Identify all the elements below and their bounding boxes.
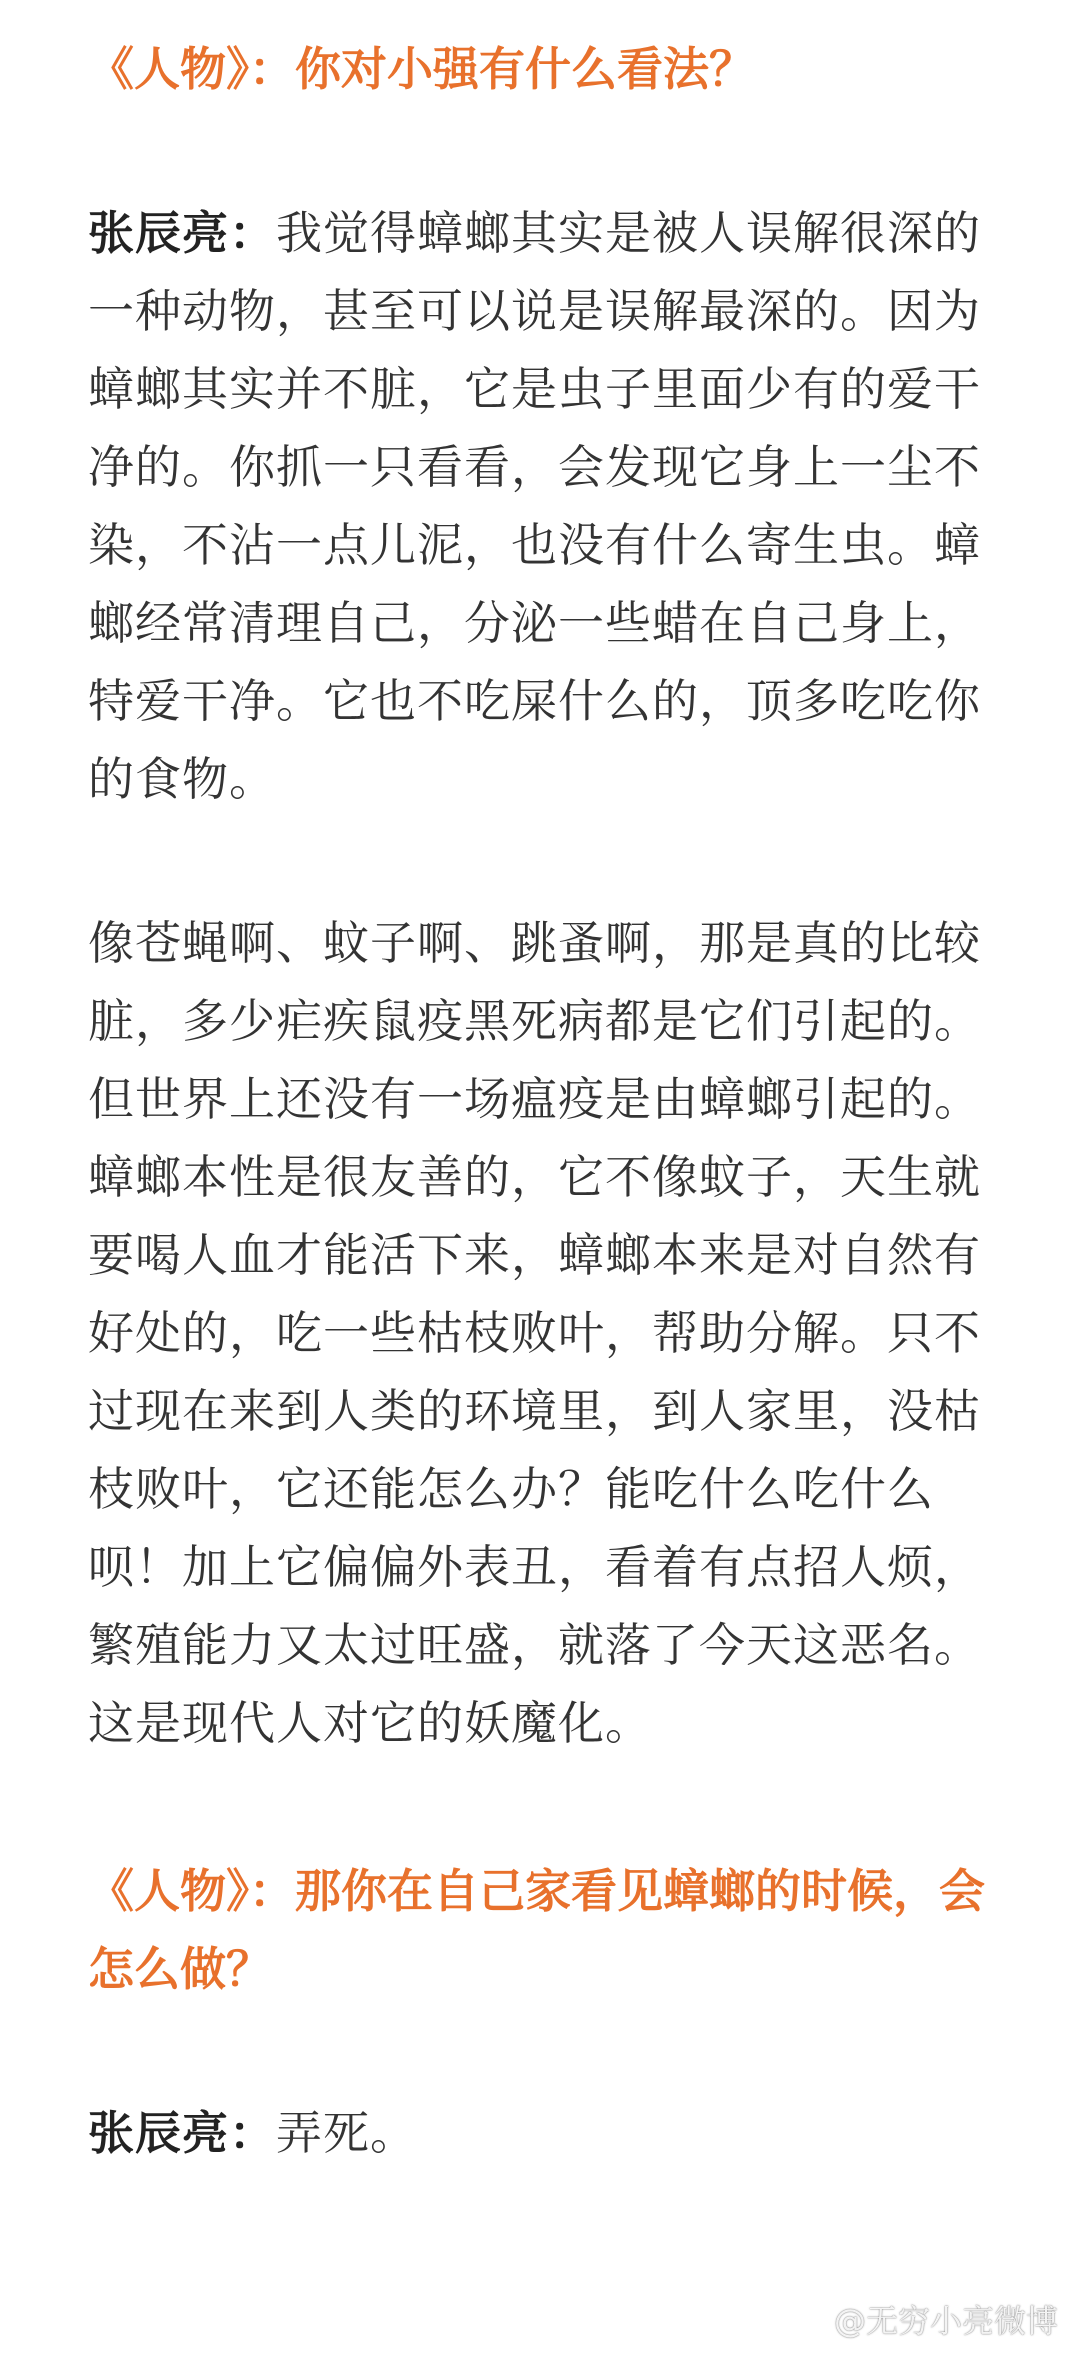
answer-1-text: 我觉得蟑螂其实是被人误解很深的一种动物，甚至可以说是误解最深的。因为蟑螂其实并不脏，它是虫子里面少有的爱干净的。你抓一只看看，会发现它身上一尘不染，不沾一点儿泥，也没有什么寄生虫。蟑螂经常清理自己，分泌一些蜡在自己身上，特爱干净。它也不吃屎什么的，顶多吃吃你的食物。 bbox=[88, 206, 981, 806]
watermark bbox=[786, 2296, 1058, 2342]
weibo-icon bbox=[786, 2302, 826, 2336]
question-2: 《人物》：那你在自己家看见蟑螂的时候，会怎么做？ bbox=[88, 1864, 985, 1996]
answer-1 bbox=[88, 194, 1018, 818]
paragraph-2: 像苍蝇啊、蚊子啊、跳蚤啊，那是真的比较脏，多少疟疾鼠疫黑死病都是它们引起的。但世界上还没有一场瘟疫是由蟑螂引起的。蟑螂本性是很友善的，它不像蚊子，天生就要喝人血才能活下来，蟑螂本来是对自然有好处的，吃一些枯枝败叶，帮助分解。只不过现在来到人类的环境里，到人家里，没枯枝败叶，它还能怎么办？能吃什么吃什么呗！加上它偏偏外表丑，看着有点招人烦，繁殖能力又太过旺盛，就落了今天这恶名。这是现代人对它的妖魔化。 bbox=[88, 916, 981, 1750]
answer-2 bbox=[88, 2094, 1018, 2172]
answer-2-text: 弄死。 bbox=[276, 2106, 417, 2160]
watermark-text: @无穷小亮微博 bbox=[833, 2302, 1058, 2340]
speaker-name: 张辰亮： bbox=[88, 2106, 276, 2160]
question-1: 《人物》：你对小强有什么看法？ bbox=[88, 42, 755, 96]
speaker-name: 张辰亮： bbox=[88, 206, 276, 260]
article bbox=[88, 0, 1018, 2172]
